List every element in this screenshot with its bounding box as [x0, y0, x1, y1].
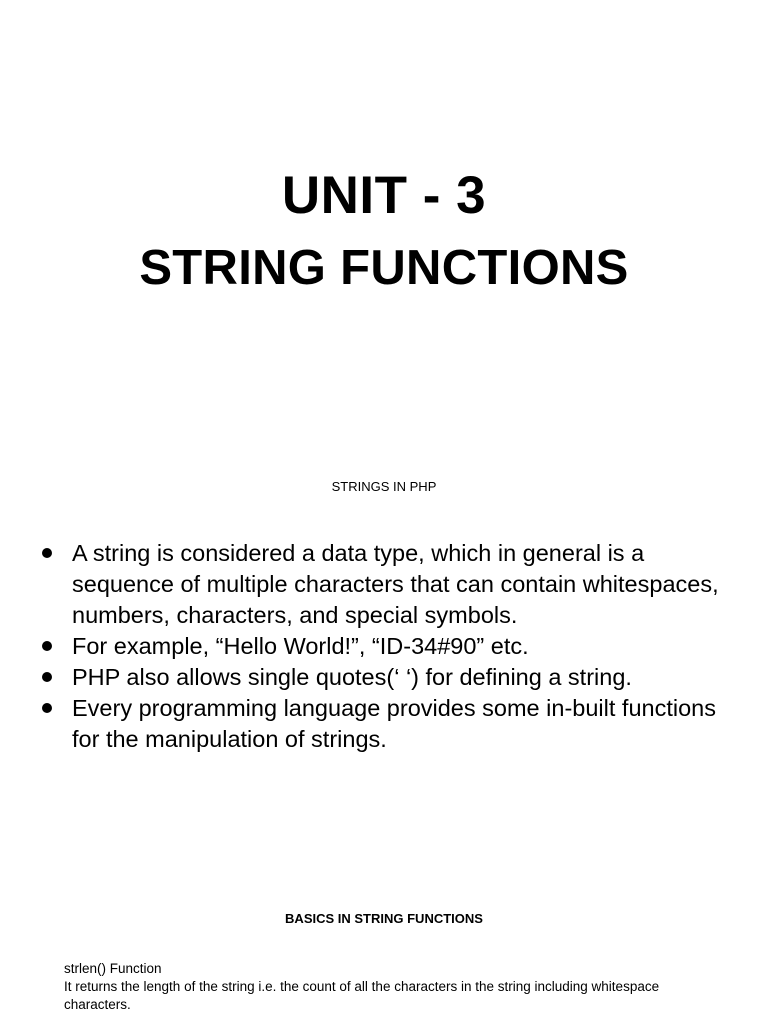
bullet-list — [72, 538, 742, 755]
bullet-item — [72, 631, 742, 662]
unit-subtitle: STRING FUNCTIONS — [139, 241, 629, 295]
bullet-item — [72, 538, 742, 631]
function-name: strlen() Function — [64, 961, 162, 976]
bullet-item — [72, 662, 742, 693]
bullet-text: PHP also allows single quotes(‘ ‘) for defining a string. — [72, 664, 632, 690]
bullet-dot-icon — [42, 641, 52, 651]
function-block — [64, 960, 704, 1014]
basics-heading: BASICS IN STRING FUNCTIONS — [285, 911, 483, 926]
bullet-dot-icon — [42, 548, 52, 558]
section-heading: STRINGS IN PHP — [331, 479, 437, 494]
bullet-text: For example, “Hello World!”, “ID-34#90” etc. — [72, 633, 529, 659]
bullet-text: Every programming language provides some in-built functions for the manipulation of strings. — [72, 695, 716, 752]
bullet-dot-icon — [42, 703, 52, 713]
bullet-dot-icon — [42, 672, 52, 682]
bullet-text: A string is considered a data type, which in general is a sequence of multiple characters that can contain whitespaces, numbers, characters, and special symbols. — [72, 540, 719, 628]
bullet-item — [72, 693, 742, 755]
unit-title: UNIT - 3 — [281, 166, 487, 225]
function-description: It returns the length of the string i.e. the count of all the characters in the string including whitespace characters. — [64, 979, 660, 1012]
